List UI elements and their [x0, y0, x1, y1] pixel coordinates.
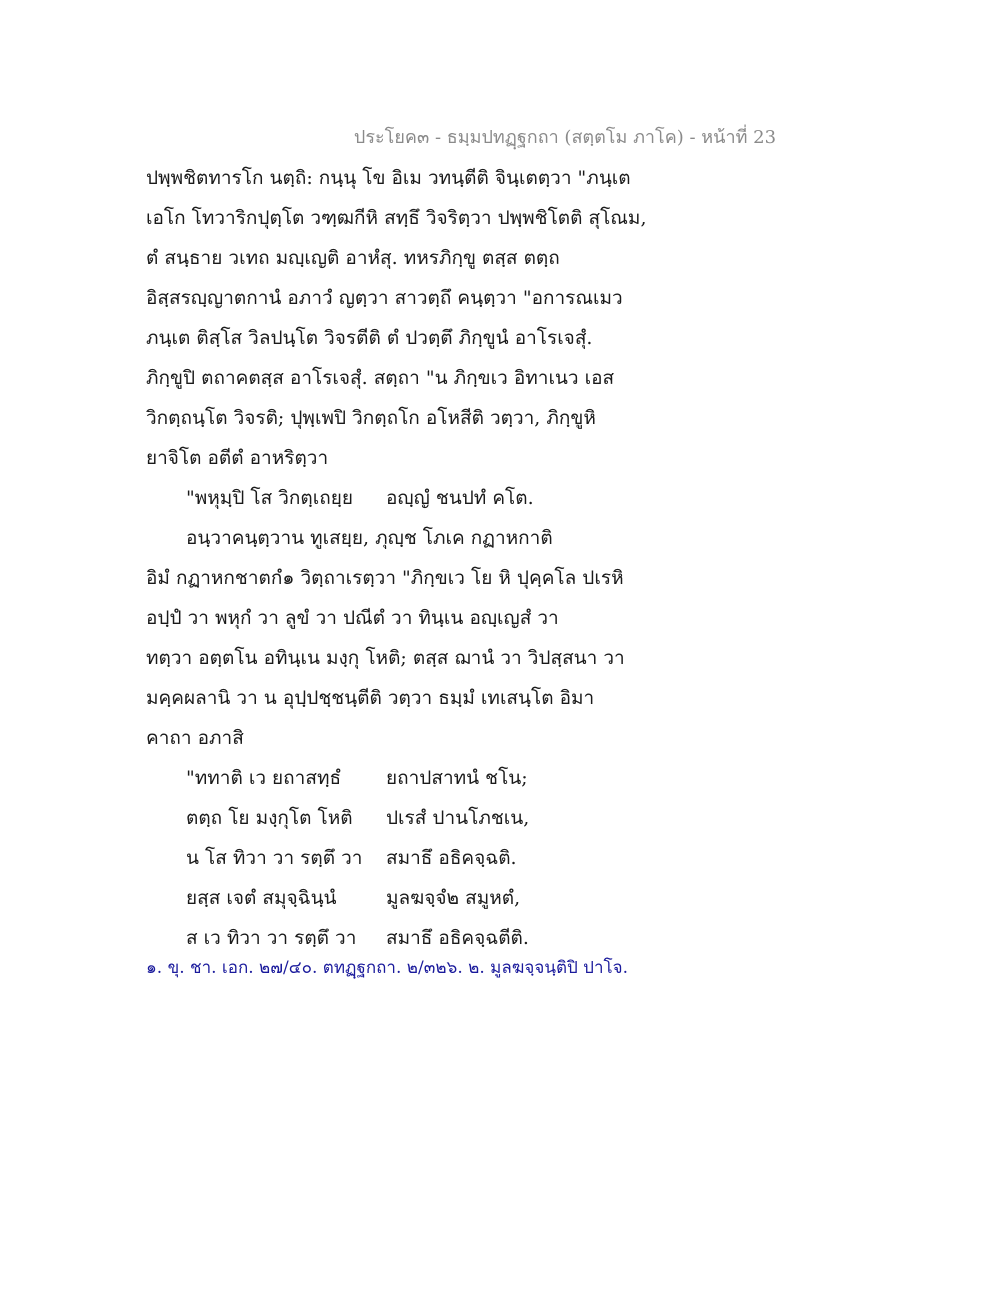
verse-second-half: ยถาปสาทนํ ชโน; — [386, 767, 528, 789]
verse-line — [146, 758, 666, 798]
verse-line — [146, 838, 666, 878]
verse-second-half: สมาธึ อธิคจฺฉตีติ. — [386, 927, 529, 949]
verse-line — [146, 798, 666, 838]
text-line: ภนฺเต ติสฺโส วิลปนฺโต วิจรตีติ ตํ ปวตฺตึ ภิกฺขูนํ อาโรเจสุํ. — [146, 327, 593, 349]
text-line: มคฺคผลานิ วา น อุปฺปชฺชนฺตีติ วตฺวา ธมฺมํ เทเสนฺโต อิมา — [146, 687, 595, 709]
text-line: ยาจิโต อตีตํ อาหริตฺวา — [146, 447, 329, 469]
text-line: อปฺปํ วา พหุกํ วา ลูขํ วา ปณีตํ วา ทินฺเน อญฺเญสํ วา — [146, 607, 559, 629]
verse-first-half: "ททาติ เว ยถาสทฺธํ — [186, 767, 342, 789]
footnote: ๑. ขุ. ชา. เอก. ๒๗/๔๐. ตทฏฺฐกถา. ๒/๓๒๖. ๒. มูลฆจฺจนฺติปิ ปาโจ. — [146, 958, 629, 978]
verse-first-half: ยสฺส เจตํ สมุจฺฉินฺนํ — [186, 887, 337, 909]
verse-first-half: ส เว ทิวา วา รตฺตึ วา — [186, 927, 357, 949]
verse-second-half: สมาธึ อธิคจฺฉติ. — [386, 847, 517, 869]
verse-first-half: "พหุมฺปิ โส วิกตฺเถยฺย — [186, 487, 354, 509]
verse-second-half: มูลฆจฺจํ๒ สมูหตํ, — [386, 887, 521, 909]
main-text — [146, 158, 666, 958]
verse-second-half: ปเรสํ ปานโภชเน, — [386, 807, 530, 829]
text-line: ภิกฺขูปิ ตถาคตสฺส อาโรเจสุํ. สตฺถา "น ภิกฺขเว อิทาเนว เอส — [146, 367, 615, 389]
verse-line — [146, 878, 666, 918]
verse-line — [146, 918, 666, 958]
text-line: เอโก โทวาริกปุตฺโต วฑฺฒกีหิ สทฺธึ วิจริตฺวา ปพฺพชิโตติ สุโณม, — [146, 207, 647, 229]
header-text: ประโยค๓ - ธมฺมปทฏฺฐกถา (สตฺตโม ภาโค) - หน้าที่ 23 — [353, 127, 777, 148]
verse-second-half: อญฺญํ ชนปทํ คโต. — [386, 487, 534, 509]
verse-first-half: น โส ทิวา วา รตฺตึ วา — [186, 847, 363, 869]
text-line: ทตฺวา อตฺตโน อทินฺเน มงฺกุ โหติ; ตสฺส ฌานํ วา วิปสฺสนา วา — [146, 647, 625, 669]
text-line: อิสฺสรญฺญาตกานํ อภาวํ ญตฺวา สาวตฺถึ คนฺตฺวา "อการณเมว — [146, 287, 623, 309]
text-line: ตํ สนฺธาย วเทถ มญฺเญติ อาหํสุ. ทหรภิกฺขู ตสฺส ตตฺถ — [146, 247, 560, 269]
text-line: อิมํ กฏาหกชาตกํ๑ วิตฺถาเรตฺวา "ภิกฺขเว โย หิ ปุคฺคโล ปเรหิ — [146, 567, 624, 589]
text-line: วิกตฺถนฺโต วิจรติ; ปุพฺเพปิ วิกตฺถโก อโหสีติ วตฺวา, ภิกฺขูหิ — [146, 407, 596, 429]
text-line: ปพฺพชิตทารโก นตฺถิ: กนฺนุ โข อิเม วทนฺตีติ จินฺเตตฺวา "ภนฺเต — [146, 167, 631, 189]
page-header — [0, 122, 1000, 151]
text-line-indented: อนฺวาคนฺตฺวาน ทูเสยฺย, ภุญฺช โภเค กฏาหกาติ — [186, 527, 553, 549]
verse-first-half: ตตฺถ โย มงฺกุโต โหติ — [186, 807, 353, 829]
verse-line — [146, 478, 666, 518]
text-line: คาถา อภาสิ — [146, 727, 244, 749]
